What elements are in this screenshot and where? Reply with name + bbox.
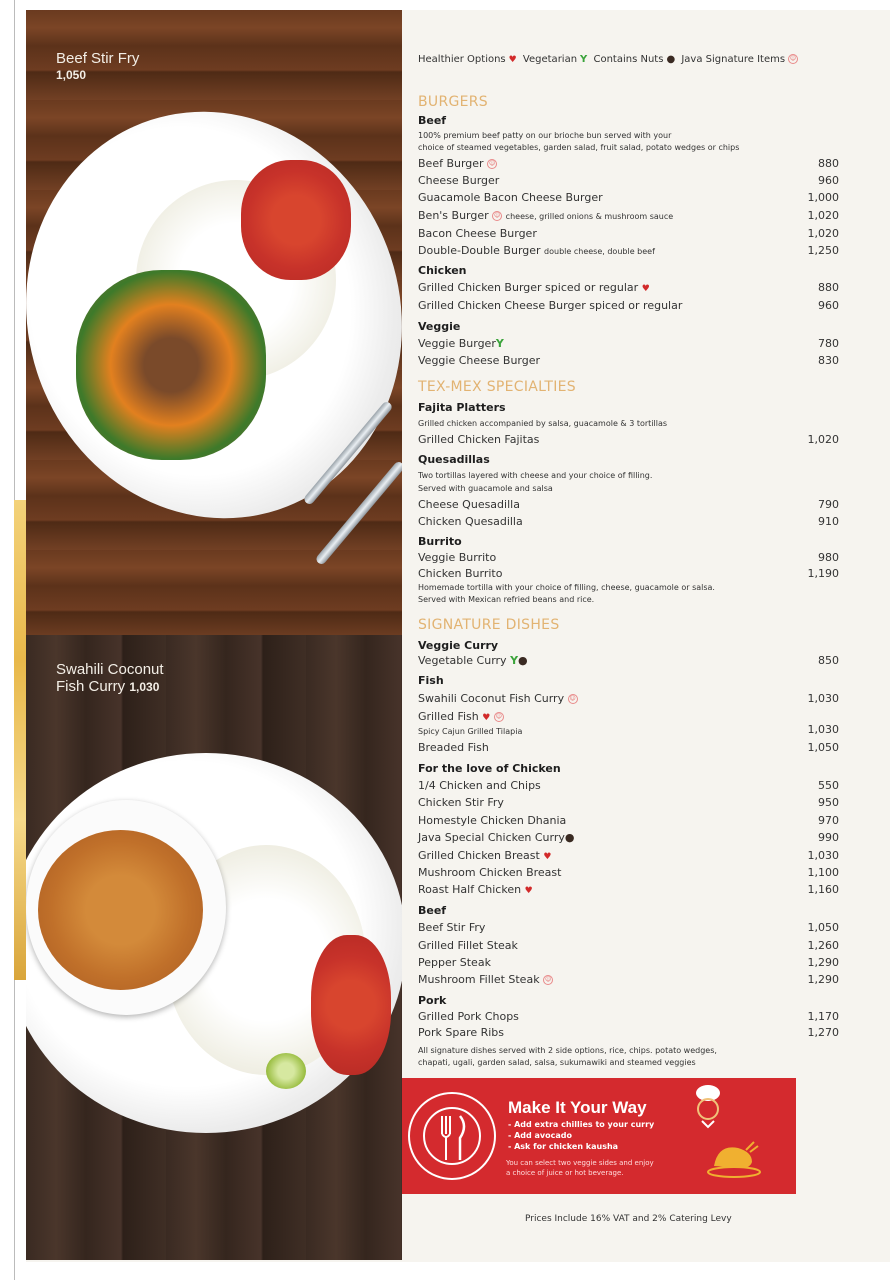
menu-item: Veggie Burrito [418,551,497,564]
menu-item-price: 990 [818,831,839,844]
photo-dish-name-line2: Fish Curry [56,678,126,695]
promo-small-2: a choice of juice or hot beverage. [506,1169,624,1177]
quesadilla-description-2: Served with guacamole and salsa [418,484,553,493]
subsection-chicken-signature: For the love of Chicken [418,762,561,775]
beef-stir-fry-photo [26,10,402,635]
legend-nuts: Contains Nuts [593,54,664,65]
menu-item: Cheese Burger [418,174,500,187]
burrito-description-1: Homemade tortilla with your choice of filling, cheese, guacamole or salsa. [418,583,715,592]
promo-line: - Ask for chicken kausha [508,1142,619,1151]
photo-dish-price: 1,050 [56,68,87,82]
menu-item: Chicken Stir Fry [418,796,504,809]
menu-item-price: 1,290 [807,973,839,986]
menu-item: Grilled Chicken Cheese Burger spiced or regular [418,299,683,312]
plate-cutlery-icon [408,1092,496,1180]
stir-fry [76,270,266,460]
signature-icon: ☺ [544,976,552,983]
subsection-fish: Fish [418,674,444,687]
subsection-chicken: Chicken [418,264,467,277]
photo-dish-name: Beef Stir Fry [56,50,140,67]
menu-item-price: 1,000 [807,191,839,204]
heart-icon: ♥ [508,55,517,65]
signature-icon: ☺ [488,160,496,167]
menu-item: Double-Double Burger double cheese, double beef [418,244,655,257]
menu-item-price: 780 [818,337,839,350]
menu-item-price: 850 [818,654,839,667]
menu-item-price: 1,030 [807,849,839,862]
menu-item: Veggie Cheese Burger [418,354,541,367]
menu-item: Grilled Fish ♥ ☺ [418,710,502,723]
menu-item: Vegetable Curry Y● [418,654,528,667]
promo-line: - Add extra chillies to your curry [508,1120,655,1129]
menu-item-price: 980 [818,551,839,564]
menu-item-price: 1,190 [807,567,839,580]
chef-icon [690,1083,726,1133]
signature-icon: ☺ [494,212,501,219]
menu-item: Chicken Quesadilla [418,515,523,528]
subsection-beef-signature: Beef [418,904,447,917]
menu-item-price: 950 [818,796,839,809]
menu-item-price: 1,170 [807,1010,839,1023]
photo-caption-top [56,50,139,84]
menu-item: Roast Half Chicken ♥ [418,883,533,896]
menu-item-price: 880 [818,157,839,170]
section-title-burgers: BURGERS [418,94,488,110]
signature-footnote-2: chapati, ugali, garden salad, salsa, sukumawiki and steamed veggies [418,1058,696,1067]
lime [266,1053,306,1089]
menu-item-price: 960 [818,299,839,312]
photo-dish-price: 1,030 [129,680,160,694]
salsa [311,935,391,1075]
menu-item: Mushroom Chicken Breast [418,866,562,879]
menu-item: Breaded Fish [418,741,489,754]
menu-item-price: 1,030 [807,723,839,736]
menu-item-price: 1,160 [807,883,839,896]
menu-item-price: 1,260 [807,939,839,952]
photo-dish-name-line1: Swahili Coconut [56,661,164,678]
menu-item-price: 790 [818,498,839,511]
menu-item: Chicken Burrito [418,567,503,580]
quesadilla-description-1: Two tortillas layered with cheese and your choice of filling. [418,471,653,480]
signature-footnote-1: All signature dishes served with 2 side options, rice, chips. potato wedges, [418,1046,717,1055]
menu-item: Grilled Fillet Steak [418,939,518,952]
menu-item-price: 830 [818,354,839,367]
menu-item-subtitle: Spicy Cajun Grilled Tilapia [418,727,523,736]
menu-item-price: 1,050 [807,921,839,934]
nut-icon: ● [564,831,575,844]
vegetarian-icon: Y [510,654,519,667]
subsection-veggie-curry: Veggie Curry [418,639,499,652]
legend [418,54,801,65]
signature-icon: ☺ [789,55,797,62]
menu-item: Cheese Quesadilla [418,498,520,511]
menu-item: 1/4 Chicken and Chips [418,779,541,792]
heart-icon: ♥ [524,886,533,896]
vegetarian-icon: Y [580,54,588,65]
subsection-pork: Pork [418,994,447,1007]
make-it-your-way-banner [402,1078,796,1194]
menu-item-price: 1,290 [807,956,839,969]
menu-item-price: 970 [818,814,839,827]
menu-item: Java Special Chicken Curry● [418,831,575,844]
menu-item: Beef Stir Fry [418,921,486,934]
menu-item: Veggie BurgerY [418,337,504,350]
menu-item-price: 1,250 [807,244,839,257]
section-title-signature: SIGNATURE DISHES [418,617,560,633]
heart-icon: ♥ [641,284,650,294]
menu-item-price: 1,020 [807,433,839,446]
menu-item: Pepper Steak [418,956,491,969]
beef-description-2: choice of steamed vegetables, garden salad, fruit salad, potato wedges or chips [418,143,740,152]
vegetarian-icon: Y [495,337,504,350]
menu-item: Guacamole Bacon Cheese Burger [418,191,603,204]
beef-description-1: 100% premium beef patty on our brioche bun served with your [418,131,672,140]
promo-title: Make It Your Way [508,1098,647,1117]
menu-item: Swahili Coconut Fish Curry ☺ [418,692,576,705]
menu-item-price: 1,050 [807,741,839,754]
fish-curry-photo [26,635,402,1260]
menu-item: Ben's Burger ☺ cheese, grilled onions & mushroom sauce [418,209,674,222]
subsection-quesadillas: Quesadillas [418,453,490,466]
menu-item-price: 1,020 [807,227,839,240]
adjacent-page-edge [14,500,26,980]
menu-item-price: 550 [818,779,839,792]
photo-caption-bottom [56,661,164,696]
vat-note: Prices Include 16% VAT and 2% Catering Levy [525,1214,732,1224]
subsection-beef: Beef [418,114,447,127]
fajita-description: Grilled chicken accompanied by salsa, guacamole & 3 tortillas [418,419,668,428]
subsection-veggie: Veggie [418,320,461,333]
menu-item: Pork Spare Ribs [418,1026,505,1039]
nut-icon: ● [518,654,528,667]
menu-item-price: 910 [818,515,839,528]
promo-small-1: You can select two veggie sides and enjoy [506,1159,654,1167]
burrito-description-2: Served with Mexican refried beans and rice. [418,595,595,604]
menu-item: Grilled Chicken Burger spiced or regular ♥ [418,281,650,294]
roast-chicken-icon [706,1136,762,1184]
subsection-fajita: Fajita Platters [418,401,506,414]
section-title-texmex: TEX-MEX SPECIALTIES [418,379,576,395]
signature-icon: ☺ [569,695,576,702]
menu-item: Mushroom Fillet Steak ☺ [418,973,552,986]
menu-item-price: 1,100 [807,866,839,879]
menu-item-price: 960 [818,174,839,187]
menu-item-price: 1,020 [807,209,839,222]
menu-item: Grilled Chicken Breast ♥ [418,849,552,862]
menu-item: Beef Burger ☺ [418,157,496,170]
menu-item: Homestyle Chicken Dhania [418,814,567,827]
menu-item: Grilled Pork Chops [418,1010,519,1023]
legend-signature: Java Signature Items [681,54,786,65]
curry [38,830,203,990]
heart-icon: ♥ [543,852,552,862]
menu-item-price: 1,270 [807,1026,839,1039]
nut-icon: ● [666,54,676,65]
salsa [241,160,351,280]
menu-item: Bacon Cheese Burger [418,227,537,240]
menu-item: Grilled Chicken Fajitas [418,433,540,446]
subsection-burrito: Burrito [418,535,462,548]
menu-item-price: 1,030 [807,692,839,705]
legend-vegetarian: Vegetarian [522,54,578,65]
legend-healthier: Healthier Options [418,54,506,65]
heart-icon: ♥ [482,713,491,723]
signature-icon: ☺ [495,713,502,720]
promo-line: - Add avocado [508,1131,573,1140]
menu-item-price: 880 [818,281,839,294]
